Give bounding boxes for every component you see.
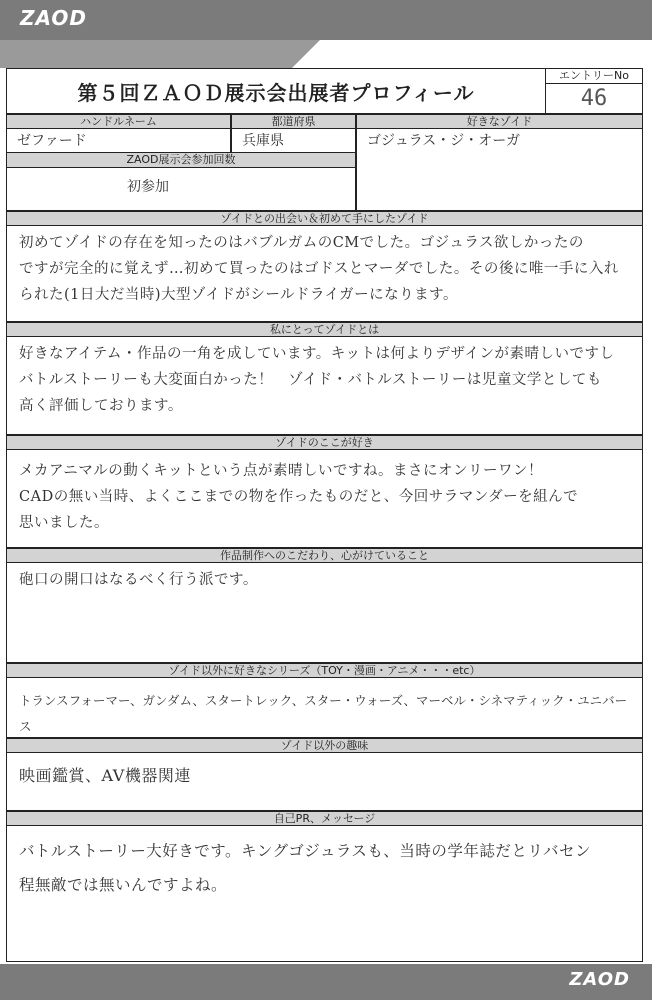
favorite-zoid-value: ゴジュラス・ジ・オーガ	[356, 129, 643, 211]
entry-no-label: エントリーNo	[546, 68, 643, 84]
prefecture-label: 都道府県	[231, 114, 356, 129]
encounter-heading: ゾイドとの出会い＆初めて手にしたゾイド	[6, 211, 643, 226]
encounter-line: ですが完全的に覚えず…初めて買ったのはゴドスとマーダでした。その後に唯一手に入れ	[19, 261, 619, 277]
craft-heading: 作品制作へのこだわり、心がけていること	[6, 548, 643, 563]
likes-line: CADの無い当時、よくここまでの物を作ったものだと、今回サラマンダーを組んで	[19, 489, 579, 505]
header-banner-shape	[0, 40, 652, 68]
likes-heading: ゾイドのここが好き	[6, 435, 643, 450]
form-title: 第５回ＺＡＯＤ展示会出展者プロフィール	[6, 68, 546, 114]
other-series-heading: ゾイド以外に好きなシリーズ（TOY・漫画・アニメ・・・etc）	[6, 663, 643, 678]
likes-body	[6, 450, 643, 548]
other-series-body	[6, 678, 643, 738]
header-bar	[0, 0, 652, 40]
footer-bar	[0, 964, 652, 1000]
meaning-line: 高く評価しております。	[19, 398, 183, 414]
meaning-heading: 私にとってゾイドとは	[6, 322, 643, 337]
other-series-line: トランスフォーマー、ガンダム、スタートレック、スター・ウォーズ、マーベル・シネマティック・ユニバース	[19, 693, 628, 734]
entry-no-value: 46	[546, 84, 643, 114]
likes-line: 思いました。	[19, 515, 109, 531]
hobbies-line: 映画鑑賞、AV機器関連	[19, 766, 191, 785]
encounter-body	[6, 226, 643, 322]
favorite-zoid-label: 好きなゾイド	[356, 114, 643, 129]
pr-line: 程無敵では無いんですよね。	[19, 876, 228, 894]
pr-line: バトルストーリー大好きです。キングゴジュラスも、当時の学年誌だとリバセン	[19, 842, 591, 860]
encounter-line: 初めてゾイドの存在を知ったのはバブルガムのCMでした。ゴジュラス欲しかったの	[19, 235, 584, 251]
participation-count-label: ZAOD展示会参加回数	[6, 153, 356, 168]
meaning-body	[6, 337, 643, 435]
participation-count-value: 初参加	[6, 168, 356, 211]
zaod-footer-logo: ZAOD	[569, 969, 630, 990]
likes-line: メカアニマルの動くキットという点が素晴しいですね。まさにオンリーワン！	[19, 463, 543, 479]
encounter-line: られた(1日大だ当時)大型ゾイドがシールドライガーになります。	[19, 287, 458, 303]
pr-body	[6, 826, 643, 962]
zaod-logo: ZAOD	[20, 6, 87, 30]
pr-heading: 自己PR、メッセージ	[6, 811, 643, 826]
meaning-line: 好きなアイテム・作品の一角を成しています。キットは何よりデザインが素晴しいですし	[19, 346, 615, 362]
hobbies-heading: ゾイド以外の趣味	[6, 738, 643, 753]
prefecture-value: 兵庫県	[231, 129, 356, 153]
handle-name-label: ハンドルネーム	[6, 114, 231, 129]
meaning-line: バトルストーリーも大変面白かった！ ゾイド・バトルストーリーは児童文学としても	[19, 372, 602, 388]
craft-line: 砲口の開口はなるべく行う派です。	[19, 572, 258, 588]
craft-body	[6, 563, 643, 663]
handle-name-value: ゼファード	[6, 129, 231, 153]
hobbies-body	[6, 753, 643, 811]
